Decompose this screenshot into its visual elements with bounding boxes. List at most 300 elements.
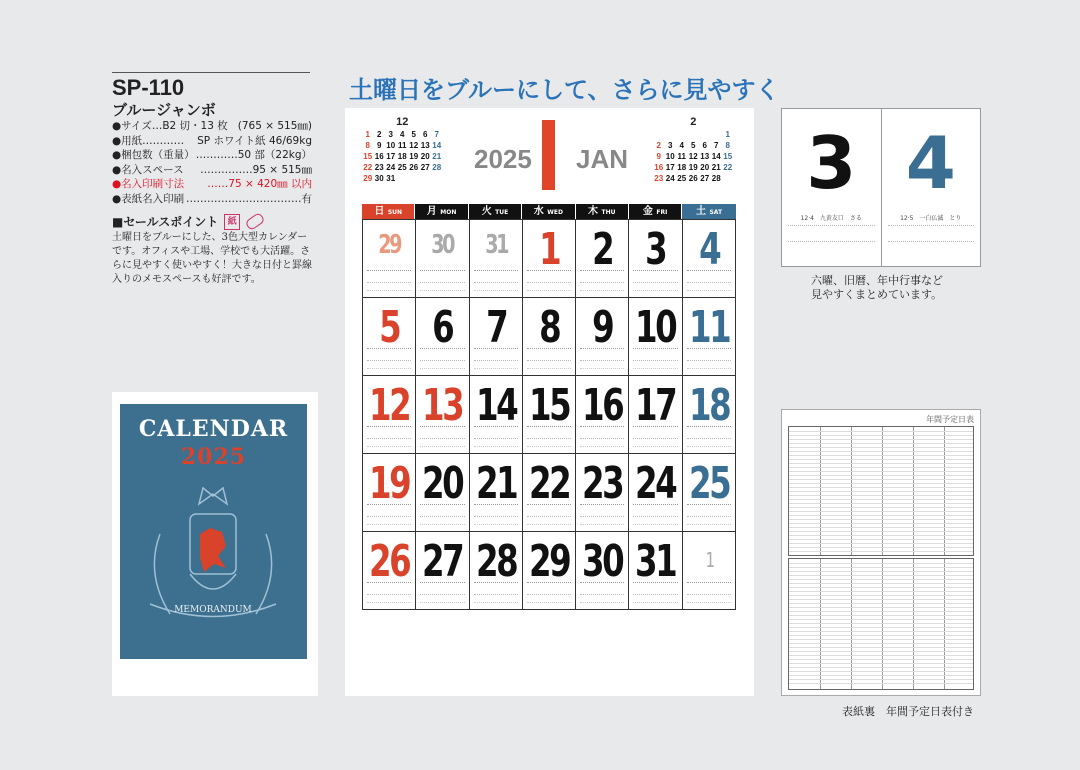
grid-row-line [789,491,973,492]
mini-day: 16 [654,163,664,172]
memo-line [580,582,624,585]
memo-line [687,446,731,447]
memo-line [367,348,411,351]
memo-line [527,270,571,273]
grid-row-line [789,679,973,680]
memo-line [474,270,518,273]
grid-row-line [789,619,973,620]
memo-line [420,602,464,603]
memo-line [633,426,677,429]
mini-day: 23 [654,174,664,183]
grid-row-line [789,531,973,532]
grid-row-line [789,627,973,628]
mini-day: 25 [677,174,687,183]
memo-line [633,360,677,361]
mini-day: 28 [711,174,721,183]
week-row [363,532,736,610]
detail-caption-line2: 見やすくまとめています。 [811,288,943,301]
memo-line [633,368,677,369]
memo-line [367,504,411,507]
grid-row-line [789,467,973,468]
memo-line [474,602,518,603]
memo-line [580,516,624,517]
grid-row-line [789,535,973,536]
mini-day: 13 [700,152,710,161]
day-number: 2 [592,224,613,275]
memo-line [633,504,677,507]
mini-day: 31 [386,174,396,183]
mini-day: 28 [432,163,442,172]
day-number: 3 [645,224,666,275]
memo-line [580,360,624,361]
grid-row-line [789,511,973,512]
memo-line [367,290,411,291]
detail-caption [811,274,943,302]
memo-line [420,446,464,447]
day-cell [683,532,736,610]
mini-day: 27 [700,174,710,183]
day-number: 17 [635,380,676,431]
grid-row-line [789,451,973,452]
weekday-en: SUN [387,209,403,216]
day-number: 30 [431,230,454,260]
memo-line [580,524,624,525]
day-number: 30 [582,536,623,587]
mini-day: 11 [398,141,407,150]
grid-row-line [789,459,973,460]
memo-line [367,270,411,273]
grid-row-line [789,431,973,432]
grid-row-line [789,623,973,624]
grid-row-line [789,583,973,584]
memo-line [474,348,518,351]
day-cell [416,376,469,454]
memo-line [687,516,731,517]
day-number: 29 [528,536,570,587]
grid-row-line [789,663,973,664]
day-number: 24 [635,458,676,509]
day-cell [470,376,523,454]
grid-row-line [789,523,973,524]
memo-line [687,348,731,351]
mini-day: 19 [409,152,419,161]
day-cell [629,376,682,454]
day-cell [416,220,469,298]
day-cell [416,532,469,610]
mini-day: 18 [397,152,407,161]
memo-line [580,426,624,429]
spec-label: ●梱包数（重量） [112,149,195,162]
memo-line [633,516,677,517]
back-cover-schedule [781,409,981,696]
day-number: 25 [688,458,729,509]
spec-label: ●名入印刷寸法 [112,178,185,191]
day-number: 1 [538,224,560,275]
day-cell [523,532,576,610]
mini-day: 24 [386,163,396,172]
spec-value: SP ホワイト紙 46/69kg [197,134,312,147]
memo-line [527,582,571,585]
mini-day: 21 [711,163,721,172]
mini-calendar-prev [362,116,443,184]
day-number: 8 [538,302,560,353]
mini-day [431,173,443,184]
grid-row-line [789,587,973,588]
weekday-jp: 日 [374,206,388,217]
day-cell [363,532,416,610]
week-row [363,298,736,376]
memo-line [527,438,571,439]
grid-row-line [789,439,973,440]
grid-row-line [789,607,973,608]
mini-day [408,173,420,184]
mini-day: 8 [365,141,370,150]
schedule-grid-bottom [788,558,974,690]
week-row [363,454,736,532]
memo-line [367,582,411,585]
spec-row [112,134,312,149]
mini-day: 11 [677,152,686,161]
detail-day-left: 3 [806,121,857,205]
spec-value: (765 × 515㎜) [237,120,312,132]
memo-line [633,282,677,283]
mini-day [397,173,409,184]
calendar-sheet [345,108,754,696]
calendar-grid [362,204,736,610]
weekday-sat [682,204,735,219]
day-cell [629,532,682,610]
month-number-bar [542,120,555,190]
day-number: 20 [422,458,463,509]
spec-row [112,163,312,178]
day-number: 16 [582,380,623,431]
memo-line [527,504,571,507]
memo-line [420,524,464,525]
day-cell [629,298,682,376]
mini-day: 22 [363,163,373,172]
weekday-en: MON [440,209,457,216]
grid-row-line [789,547,973,548]
day-number: 31 [635,536,676,587]
crest-emblem-icon [120,474,307,659]
weekday-en: SAT [709,209,723,216]
memo-line [580,602,624,603]
spec-row [112,119,312,134]
day-number: 6 [432,302,453,353]
memo-line [527,446,571,447]
grid-row-line [789,631,973,632]
grid-row-line [789,647,973,648]
mini-day: 14 [711,152,721,161]
memo-line [420,348,464,351]
grid-row-line [789,447,973,448]
memo-line [474,360,518,361]
mini-day: 3 [668,141,673,150]
memo-line [420,368,464,369]
detail-note-right: 12·5 一白仏滅 とり [900,215,962,222]
mini-day: 19 [688,163,698,172]
detail-caption-line1: 六曜、旧暦、年中行事など [811,274,943,287]
weekday-jp: 金 [642,206,657,217]
spec-row [112,148,312,163]
grid-row-line [789,667,973,668]
headline: 土曜日をブルーにして、さらに見やすく [349,75,780,104]
grid-row-line [789,479,973,480]
day-cell [523,454,576,532]
spec-label: ●用紙………… [112,134,185,147]
memo-line [420,282,464,283]
memo-line [527,368,571,369]
weekday-thu [576,204,629,219]
memo-line [633,602,677,603]
memo-line [367,446,411,447]
memo-line [580,368,624,369]
mini-day: 16 [374,152,384,161]
calendar-year: 2025 [474,144,532,174]
memo-line [420,290,464,291]
memo-line [687,360,731,361]
memo-line [367,516,411,517]
memo-line [420,438,464,439]
weekday-en: WED [547,209,563,216]
memo-line [687,594,731,595]
day-number: 14 [475,380,516,431]
memo-line [633,290,677,291]
day-cell [576,220,629,298]
day-cell [576,532,629,610]
memo-line [580,504,624,507]
mini-day: 17 [386,152,396,161]
day-cell [523,220,576,298]
mini-day: 6 [702,141,707,150]
spec-row [112,177,312,192]
detail-zoom [781,108,981,267]
day-cell [470,220,523,298]
grid-row-line [789,671,973,672]
detail-page-left [782,109,882,266]
day-number: 27 [422,536,463,587]
grid-row-line [789,483,973,484]
mini-day: 26 [409,163,419,172]
mini-day: 20 [420,152,430,161]
day-number: 12 [369,380,410,431]
weeks [362,219,736,610]
grid-row-line [789,639,973,640]
memo-line [633,348,677,351]
mini-day: 15 [363,152,373,161]
memo-line [367,426,411,429]
mini-day [665,129,677,140]
mini-day: 1 [365,130,370,139]
weekday-en: FRI [656,209,668,216]
mini-month-label: 12 [396,116,409,128]
pill-icon [245,212,266,231]
weekday-en: TUE [495,209,509,216]
memo-line [474,582,518,585]
spec-value: ……75 × 420㎜ 以内 [207,178,312,191]
day-number: 7 [485,302,506,353]
day-cell [416,298,469,376]
weekday-mon [415,204,468,219]
memo-line [474,290,518,291]
grid-row-line [789,475,973,476]
product-name: ブルージャンボ [112,101,216,119]
grid-row-line [789,683,973,684]
weekday-wed [522,204,575,219]
memo-line [367,524,411,525]
cover-year: 2025 [180,444,247,470]
mini-day: 7 [434,130,439,139]
memo-line [580,438,624,439]
sales-point-heading [112,213,264,230]
memo-line [474,516,518,517]
memo-line [474,426,518,429]
mini-day: 26 [688,174,698,183]
grid-row-line [789,643,973,644]
weekday-fri [629,204,682,219]
day-number: 18 [688,380,729,431]
weekday-jp: 木 [588,206,602,217]
sales-point-title: ■セールスポイント [112,215,219,229]
day-number: 28 [475,536,516,587]
memo-line [580,446,624,447]
memo-line [420,516,464,517]
memo-line [527,360,571,361]
grid-row-line [789,611,973,612]
weekday-sun [362,204,415,219]
day-number: 15 [528,380,570,431]
cover-banner: MEMORANDUM [174,605,252,615]
mini-day: 22 [723,163,733,172]
mini-day: 9 [656,152,661,161]
mini-day [688,129,700,140]
day-cell [363,220,416,298]
mini-day: 7 [714,141,719,150]
mini-day: 30 [374,174,384,183]
day-number: 9 [592,302,613,353]
day-cell [470,298,523,376]
mini-day: 5 [691,141,696,150]
spec-label: ●名入スペース [112,163,184,176]
day-cell [576,454,629,532]
memo-line [580,270,624,273]
mini-calendar-next [653,116,734,184]
spec-row [112,192,312,207]
memo-line [687,524,731,525]
memo-line [367,360,411,361]
mini-day: 13 [420,141,430,150]
day-cell [576,298,629,376]
memo-line [580,594,624,595]
memo-line [527,516,571,517]
mini-day: 27 [420,163,430,172]
detail-page-right [882,109,981,266]
grid-row-line [789,659,973,660]
month-name: JAN [576,144,629,174]
grid-row-line [789,471,973,472]
day-cell [683,298,736,376]
memo-line [687,290,731,291]
mini-day [699,129,711,140]
mini-day: 5 [411,130,416,139]
grid-row-line [789,543,973,544]
memo-line [527,594,571,595]
mini-day: 2 [377,130,382,139]
grid-row-line [789,551,973,552]
day-cell [363,454,416,532]
day-cell [683,454,736,532]
detail-note-left: 12·4 九黄友口 さる [800,215,862,222]
spec-value: …………50 部（22kg） [195,149,312,162]
day-cell [576,376,629,454]
day-number: 21 [475,458,516,509]
grid-row-line [789,519,973,520]
memo-line [420,594,464,595]
mini-day: 6 [423,130,428,139]
day-cell [470,454,523,532]
grid-row-line [789,443,973,444]
grid-row-line [789,495,973,496]
mini-day: 25 [397,163,407,172]
memo-line [633,270,677,273]
day-cell [363,298,416,376]
grid-row-line [789,435,973,436]
memo-line [633,582,677,585]
schedule-grid-top [788,426,974,556]
mini-day: 10 [386,141,396,150]
memo-line [527,282,571,283]
memo-line [687,368,731,369]
day-number: 22 [528,458,570,509]
memo-line [474,524,518,525]
mini-day [722,173,734,184]
grid-row-line [789,595,973,596]
spec-list [112,119,312,207]
memo-line [687,438,731,439]
grid-row-line [789,567,973,568]
grid-row-line [789,563,973,564]
grid-row-line [789,499,973,500]
day-cell [416,454,469,532]
memo-line [633,446,677,447]
product-code: SP-110 [112,72,310,101]
memo-line [580,282,624,283]
grid-row-line [789,487,973,488]
weekday-en: THU [601,209,616,216]
grid-row-line [789,507,973,508]
spec-value: ……………95 × 515㎜ [200,163,312,176]
mini-day: 4 [400,130,405,139]
memo-line [474,504,518,507]
mini-day: 23 [374,163,384,172]
grid-row-line [789,539,973,540]
detail-day-right: 4 [905,121,956,205]
grid-row-line [789,603,973,604]
day-cell [523,376,576,454]
memo-line [687,582,731,585]
memo-line [367,368,411,369]
memo-line [527,290,571,291]
mini-day: 12 [409,141,419,150]
memo-line [367,594,411,595]
back-title: 年間予定日表 [926,415,974,424]
week-row [363,376,736,454]
mini-day: 10 [665,152,675,161]
memo-line [687,602,731,603]
mini-day: 1 [725,130,730,139]
memo-line [474,438,518,439]
day-number: 1 [705,548,713,572]
